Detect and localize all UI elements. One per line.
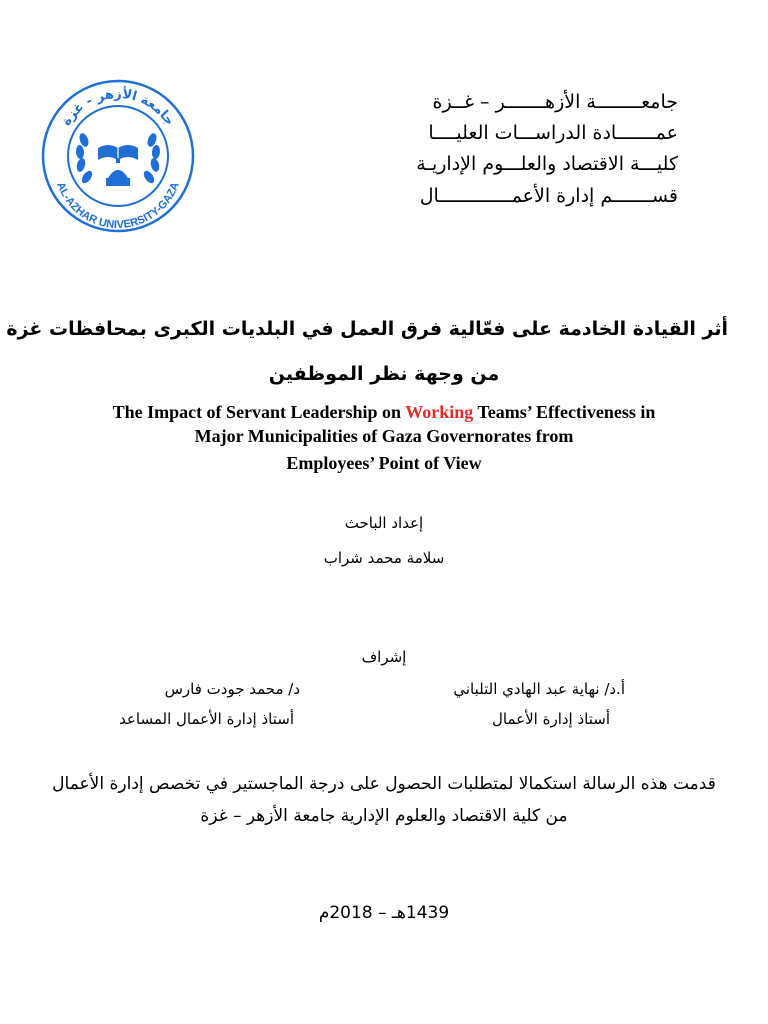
submission-date: 1439هـ – 2018م [318, 903, 450, 923]
open-book-icon [98, 145, 138, 160]
author-label: إعداد الباحث [344, 514, 424, 532]
statement-line2: من كلية الاقتصاد والعلوم الإدارية جامعة الأزهر – غزة [200, 806, 568, 826]
dome-icon [106, 158, 130, 186]
faculty-name: كليـــة الاقتصاد والعلـــوم الإداريـة [416, 153, 678, 175]
graduate-studies-deanship: عمـــــــادة الدراســـات العليــــا [428, 122, 678, 144]
seal-graphic [40, 78, 196, 234]
wreath-right-icon [142, 132, 161, 185]
supervisor2-name: د/ محمد جودت فارس [164, 680, 300, 698]
supervisor1-name: أ.د/ نهاية عبد الهادي التلباني [453, 680, 625, 698]
university-name: جامعــــــــة الأزهـــــــر – غــزة [432, 91, 678, 113]
author-name: سلامة محمد شراب [323, 549, 445, 567]
department-name: قســـــــم إدارة الأعمـــــــــــــال [419, 185, 678, 207]
seal-top-text: جامعة الأزهر - غزة [58, 87, 178, 129]
english-title-line1 [40, 400, 728, 424]
arabic-title-line1: أثر القيادة الخادمة على فعّالية فرق العمل في البلديات الكبرى بمحافظات غزة [6, 318, 728, 340]
seal-bottom-text: AL-AZHAR UNIVERSITY-GAZA [54, 180, 182, 232]
english-title-line3: Employees’ Point of View [286, 453, 482, 473]
english-title-line2: Major Municipalities of Gaza Governorates from [194, 426, 574, 446]
supervision-label: إشراف [361, 648, 407, 666]
arabic-title-line2: من وجهة نظر الموظفين [268, 363, 500, 385]
wreath-left-icon [75, 132, 94, 185]
university-seal-logo [40, 78, 196, 234]
english-title-line1-before: The Impact of Servant Leadership on [112, 402, 406, 422]
supervisor2-title: أستاذ إدارة الأعمال المساعد [119, 710, 294, 728]
english-title-line1-after: Teams’ Effectiveness in [473, 402, 656, 422]
supervisor1-title: أستاذ إدارة الأعمال [492, 710, 610, 728]
english-title-highlight: Working [405, 402, 474, 422]
statement-line1: قدمت هذه الرسالة استكمالا لمتطلبات الحصول على درجة الماجستير في تخصص إدارة الأعمال [52, 774, 716, 794]
